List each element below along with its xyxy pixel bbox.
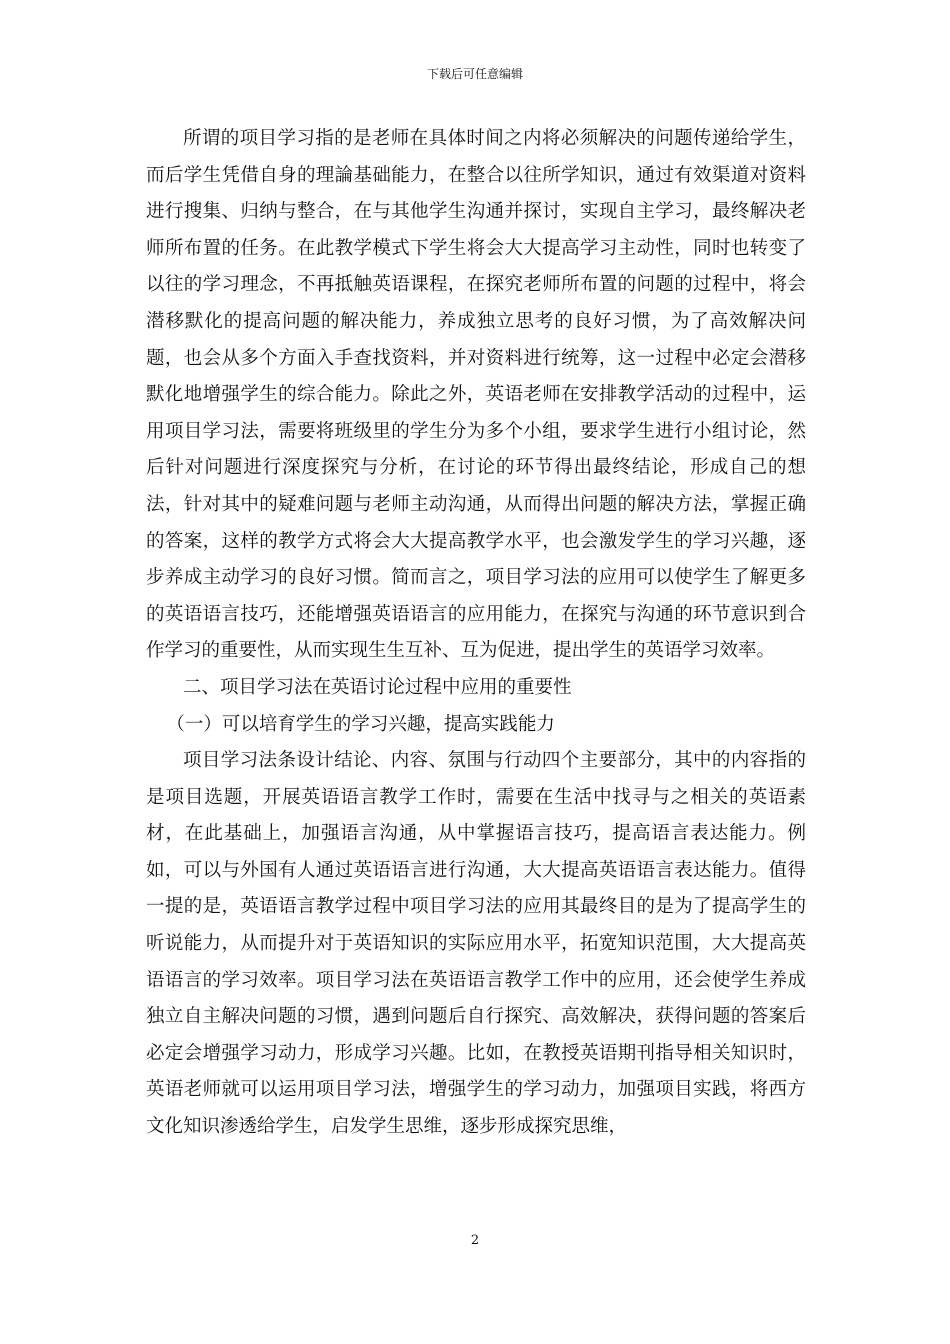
- document-body: [146, 121, 806, 1146]
- section-heading-2: 二、项目学习法在英语讨论过程中应用的重要性: [183, 676, 572, 698]
- subsection-heading-1: （一）可以培育学生的学习兴趣，提高实践能力: [166, 713, 555, 735]
- body-paragraph-1: 所谓的项目学习指的是老师在具体时间之内将必须解决的问题传递给学生，而后学生凭借自身的理論基础能力，在整合以往所学知识，通过有效渠道对资料进行搜集、归纳与整合，在与其他学生沟通并探讨，实现自主学习，最终解决老师所布置的任务。在此教学模式下学生将会大大提高学习主动性，同时也转变了以往的学习理念，不再抵触英语课程，在探究老师所布置的问题的过程中，将会潜移默化的提高问题的解决能力，养成独立思考的良好习惯，为了高效解决问题，也会从多个方面入手查找资料，并对资料进行统筹，这一过程中必定会潜移默化地增强学生的综合能力。除此之外，英语老师在安排教学活动的过程中，运用项目学习法，需要将班级里的学生分为多个小组，要求学生进行小组讨论，然后针对问题进行深度探究与分析，在讨论的环节得出最终结论，形成自己的想法，针对其中的疑难问题与老师主动沟通，从而得出问题的解决方法，掌握正确的答案，这样的教学方式将会大大提高教学水平，也会激发学生的学习兴趣，逐步养成主动学习的良好习惯。简而言之，项目学习法的应用可以使学生了解更多的英语语言技巧，还能增强英语语言的应用能力，在探究与沟通的环节意识到合作学习的重要性，从而实现生生互补、互为促进，提出学生的英语学习效率。: [146, 128, 806, 662]
- page-header: 下载后可任意编辑: [426, 67, 523, 81]
- page-number: 2: [470, 1233, 480, 1248]
- body-paragraph-2: 项目学习法条设计结论、内容、氛围与行动四个主要部分，其中的内容指的是项目选题，开展英语语言教学工作时，需要在生活中找寻与之相关的英语素材，在此基础上，加强语言沟通，从中掌握语言技巧，提高语言表达能力。例如，可以与外国有人通过英语语言进行沟通，大大提高英语语言表达能力。值得一提的是，英语语言教学过程中项目学习法的应用其最终目的是为了提高学生的听说能力，从而提升对于英语知识的实际应用水平，拓宽知识范围，大大提高英语语言的学习效率。项目学习法在英语语言教学工作中的应用，还会使学生养成独立自主解决问题的习惯，遇到问题后自行探究、高效解决，获得问题的答案后必定会增强学习动力，形成学习兴趣。比如，在教授英语期刊指导相关知识时，英语老师就可以运用项目学习法，增强学生的学习动力，加强项目实践，将西方文化知识渗透给学生，启发学生思维，逐步形成探究思维，: [146, 750, 806, 1138]
